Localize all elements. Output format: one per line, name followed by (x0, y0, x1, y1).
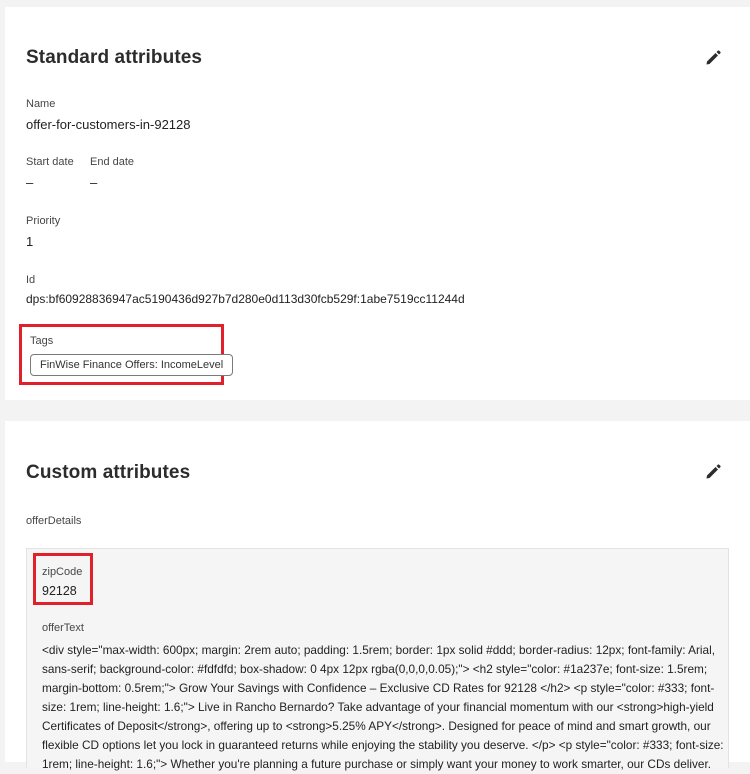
name-label: Name (26, 98, 56, 110)
start-date-value: – (26, 175, 34, 190)
pencil-icon (704, 463, 722, 481)
zip-code-highlight (33, 553, 93, 605)
offer-details-panel (26, 548, 729, 771)
priority-label: Priority (26, 215, 61, 227)
edit-custom-attributes-button[interactable] (704, 463, 722, 481)
offer-text-value: <div style="max-width: 600px; margin: 2rem auto; padding: 1.5rem; border: 1px solid #ddd; border-radius: 12px; font-family: Arial, sans-serif; background-color: #fdfdfd; box-shadow: 0 4px 12px rgba(0,0,0,0.05);"> <h2 style="color: #1a237e; font-size: 1.5rem; margin-bottom: 0.5rem;"> Grow Your Savings with Confidence – Exclusive CD Rates for 92128 </h2> <p style="color: #333; font-size: 1rem; line-height: 1.6;"> Live in Rancho Bernardo? Take advantage of your financial momentum with our <strong>high-yield Certificates of Deposit</strong>, offering up to <strong>5.25% APY</strong>. Designed for peace of mind and smart growth, our flexible CD options let you lock in guaranteed returns while enjoying the stability you deserve. </p> <p style="color: #333; font-size: 1rem; line-height: 1.6;"> Whether you're planning a future purchase or simply want your money to work smarter, our CDs deliver. (42, 643, 724, 771)
zip-code-value: 92128 (42, 584, 77, 598)
start-date-label: Start date (26, 156, 74, 168)
offer-text-label: offerText (42, 622, 84, 634)
zip-code-label: zipCode (42, 566, 83, 578)
tags-highlight (19, 324, 224, 385)
id-label: Id (26, 274, 36, 286)
priority-value: 1 (26, 234, 34, 249)
edit-standard-attributes-button[interactable] (704, 49, 722, 67)
pencil-icon (704, 49, 722, 67)
id-value: dps:bf60928836947ac5190436d927b7d280e0d113d30fcb529f:1abe7519cc11244d (26, 292, 465, 306)
tag-chip[interactable]: FinWise Finance Offers: IncomeLevel (30, 354, 233, 376)
end-date-label: End date (90, 156, 135, 168)
custom-attributes-card (5, 421, 750, 771)
name-value: offer-for-customers-in-92128 (26, 117, 191, 132)
custom-attributes-title: Custom attributes (26, 462, 191, 483)
standard-attributes-card (5, 7, 750, 400)
tags-label: Tags (30, 335, 54, 347)
end-date-value: – (90, 175, 98, 190)
offer-details-label: offerDetails (26, 515, 82, 527)
standard-attributes-title: Standard attributes (26, 47, 203, 68)
